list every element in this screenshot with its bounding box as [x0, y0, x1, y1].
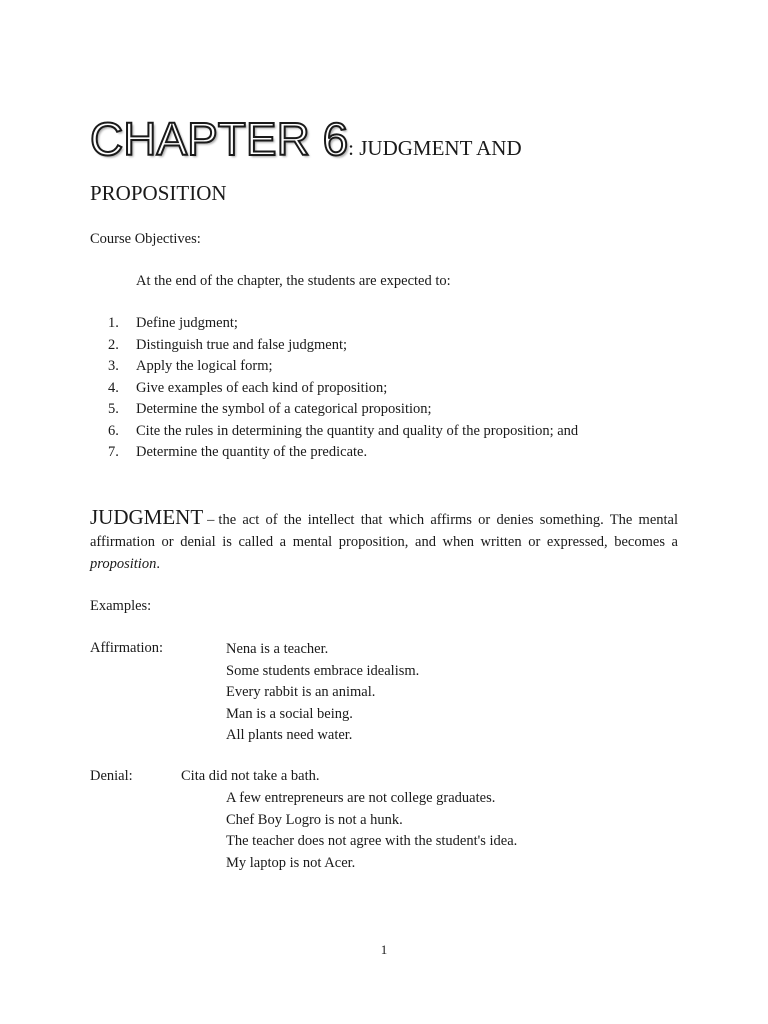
affirmation-example: All plants need water. [226, 727, 353, 743]
chapter-title-line2: PROPOSITION [90, 181, 227, 205]
proposition-emphasis: proposition [90, 556, 157, 572]
page-number: 1 [380, 942, 388, 957]
judgment-term: JUDGMENT [90, 505, 204, 529]
objective-item: 6. Cite the rules in determining the quantity and quality of the proposition; and [108, 422, 579, 439]
objective-item: 3. Apply the logical form; [108, 358, 273, 374]
chapter-heading [90, 112, 522, 166]
judgment-definition [90, 506, 678, 575]
affirmation-example: Every rabbit is an animal. [226, 684, 376, 700]
objectives-list [108, 313, 578, 464]
denial-example: A few entrepreneurs are not college graduates. [226, 790, 496, 806]
objectives-intro: At the end of the chapter, the students are expected to: [136, 273, 451, 289]
judgment-definition-text: the act of the intellect that which affirms or denies something. The mental affirmation or denial is called a mental proposition, and when written or expressed, becomes a [90, 512, 678, 550]
judgment-dash: – [207, 512, 215, 528]
affirmation-examples [226, 639, 419, 747]
objective-item: 4. Give examples of each kind of proposition; [108, 379, 388, 396]
affirmation-example: Man is a social being. [226, 705, 353, 722]
examples-label: Examples: [90, 598, 152, 614]
objectives-label: Course Objectives: [90, 231, 201, 247]
denial-label: Denial: [90, 768, 133, 784]
objective-item: 2. Distinguish true and false judgment; [108, 336, 348, 353]
affirmation-example: Nena is a teacher. [226, 641, 329, 657]
affirmation-example: Some students embrace idealism. [226, 662, 420, 679]
objective-item: 5. Determine the symbol of a categorical proposition; [108, 401, 432, 417]
objective-item: 1. Define judgment; [108, 315, 238, 331]
objective-item: 7. Determine the quantity of the predicate. [108, 444, 368, 460]
denial-example: The teacher does not agree with the student's idea. [226, 833, 518, 849]
chapter-number: CHAPTER 6 [90, 113, 349, 165]
denial-examples [226, 788, 517, 874]
chapter-title: : JUDGMENT AND [348, 136, 522, 160]
denial-example: My laptop is not Acer. [226, 854, 356, 871]
denial-example-first: Cita did not take a bath. [181, 768, 320, 784]
judgment-period: . [156, 556, 160, 572]
denial-example: Chef Boy Logro is not a hunk. [226, 811, 403, 828]
affirmation-label: Affirmation: [90, 640, 164, 656]
